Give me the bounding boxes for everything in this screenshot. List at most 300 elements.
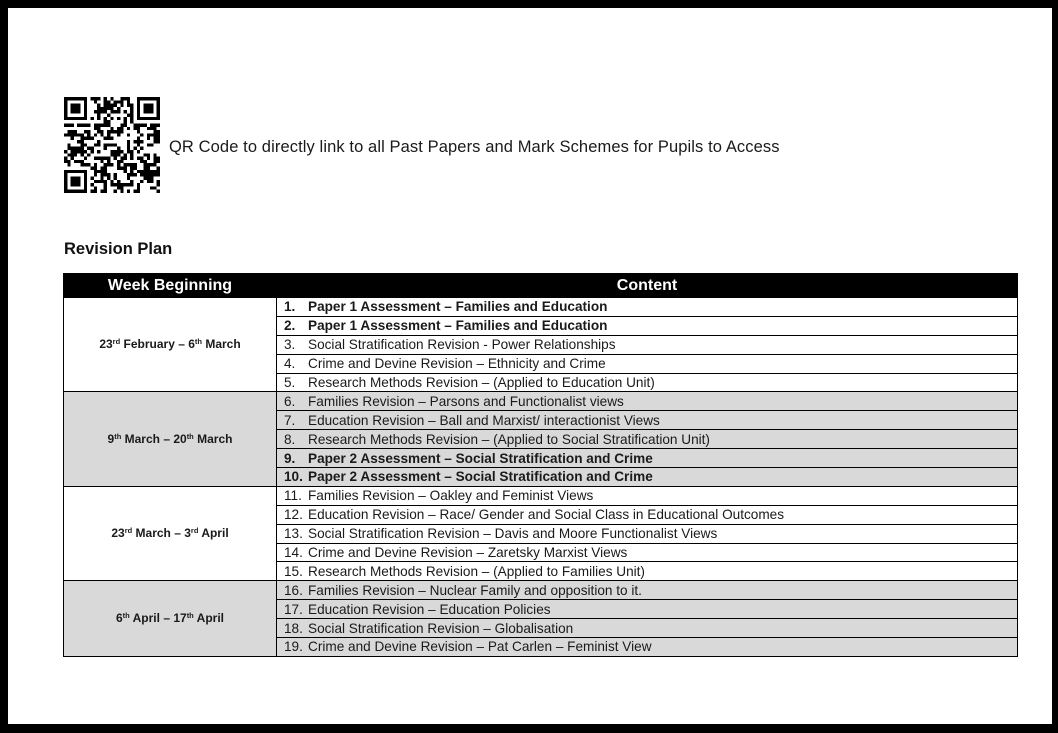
qr-module (84, 114, 87, 117)
qr-module (150, 97, 153, 100)
qr-module (127, 183, 130, 186)
qr-module (71, 183, 74, 186)
qr-module (71, 133, 74, 136)
header-content: Content (277, 274, 1018, 298)
table-row (64, 486, 1018, 505)
qr-module (157, 137, 160, 140)
qr-module (147, 163, 150, 166)
item-number: 16. (284, 582, 303, 598)
qr-module (124, 123, 127, 126)
qr-module (94, 170, 97, 173)
week-end-day: 3 (184, 526, 191, 541)
qr-module (127, 104, 130, 107)
qr-module (153, 97, 156, 100)
qr-module (97, 130, 100, 133)
qr-module (77, 180, 80, 183)
qr-module (114, 130, 117, 133)
qr-module (114, 183, 117, 186)
qr-module (64, 186, 67, 189)
week-end-month: April (201, 526, 229, 541)
qr-module (130, 173, 133, 176)
item-text: Paper 2 Assessment – Social Stratification and Crime (308, 450, 653, 466)
item-text: Social Stratification Revision - Power Relationships (308, 337, 616, 353)
qr-module (84, 190, 87, 193)
qr-module (64, 133, 67, 136)
qr-module (81, 123, 84, 126)
qr-module (104, 143, 107, 146)
qr-module (150, 104, 153, 107)
qr-module (137, 123, 140, 126)
qr-module (157, 173, 160, 176)
qr-module (104, 173, 107, 176)
content-cell (277, 411, 1018, 430)
qr-module (117, 183, 120, 186)
week-beginning-cell (64, 298, 277, 392)
qr-module (81, 170, 84, 173)
qr-module (127, 133, 130, 136)
week-end-day: 20 (173, 431, 187, 446)
qr-module (127, 150, 130, 153)
qr-module (147, 133, 150, 136)
qr-module (71, 153, 74, 156)
qr-module (120, 100, 123, 103)
week-end-suffix: th (186, 431, 194, 441)
qr-code-icon[interactable] (64, 97, 160, 193)
qr-module (107, 123, 110, 126)
qr-module (104, 163, 107, 166)
qr-module (77, 183, 80, 186)
week-end-suffix: th (194, 337, 202, 347)
content-cell (277, 449, 1018, 468)
qr-module (124, 183, 127, 186)
qr-module (74, 183, 77, 186)
qr-module (100, 176, 103, 179)
week-start-day: 9 (107, 431, 115, 446)
qr-module (90, 137, 93, 140)
week-start-day: 23 (99, 337, 113, 352)
qr-module (147, 104, 150, 107)
qr-module (64, 176, 67, 179)
qr-module (77, 160, 80, 163)
qr-module (140, 170, 143, 173)
qr-module (87, 153, 90, 156)
qr-module (67, 130, 70, 133)
qr-module (74, 176, 77, 179)
qr-module (71, 107, 74, 110)
qr-module (150, 186, 153, 189)
qr-module (81, 143, 84, 146)
qr-module (140, 180, 143, 183)
week-beginning-cell (64, 392, 277, 486)
item-number: 3. (284, 337, 296, 353)
content-cell (277, 468, 1018, 487)
item-text: Research Methods Revision – (Applied to Education Unit) (308, 375, 655, 390)
week-end-suffix: th (186, 611, 194, 621)
qr-module (153, 157, 156, 160)
qr-module (71, 170, 74, 173)
qr-module (117, 163, 120, 166)
content-cell (277, 316, 1018, 335)
separator: – (174, 337, 189, 352)
qr-module (143, 107, 146, 110)
qr-module (130, 107, 133, 110)
qr-module (77, 117, 80, 120)
qr-module (110, 104, 113, 107)
week-start-day: 23 (111, 526, 125, 541)
qr-module (137, 170, 140, 173)
qr-module (67, 170, 70, 173)
qr-module (127, 190, 130, 193)
qr-block (64, 97, 780, 193)
qr-module (81, 117, 84, 120)
content-cell (277, 524, 1018, 543)
qr-module (150, 123, 153, 126)
qr-module (97, 104, 100, 107)
item-number: 10. (284, 469, 303, 485)
qr-module (140, 133, 143, 136)
qr-module (94, 157, 97, 160)
qr-module (134, 127, 137, 130)
item-number: 8. (284, 431, 296, 447)
qr-module (110, 117, 113, 120)
qr-module (110, 153, 113, 156)
qr-module (90, 190, 93, 193)
item-number: 17. (284, 601, 303, 617)
qr-module (84, 143, 87, 146)
item-text: Families Revision – Oakley and Feminist Views (308, 488, 594, 504)
table-header-row (64, 274, 1018, 298)
qr-module (114, 100, 117, 103)
separator: – (159, 431, 174, 446)
qr-module (84, 117, 87, 120)
content-cell (277, 373, 1018, 392)
qr-module (87, 133, 90, 136)
item-number: 2. (284, 318, 296, 334)
qr-module (84, 104, 87, 107)
qr-module (157, 97, 160, 100)
qr-module (104, 104, 107, 107)
qr-module (134, 123, 137, 126)
qr-module (81, 137, 84, 140)
qr-module (157, 140, 160, 143)
qr-module (107, 176, 110, 179)
qr-module (150, 163, 153, 166)
item-number: 11. (284, 488, 302, 504)
qr-module (140, 173, 143, 176)
qr-module (157, 107, 160, 110)
qr-module (124, 117, 127, 120)
week-end-day: 17 (173, 611, 187, 626)
qr-module (74, 117, 77, 120)
qr-module (117, 150, 120, 153)
qr-module (100, 110, 103, 113)
qr-module (107, 107, 110, 110)
qr-module (157, 133, 160, 136)
item-text: Research Methods Revision – (Applied to Families Unit) (308, 563, 645, 579)
qr-module (64, 97, 67, 100)
qr-module (140, 157, 143, 160)
qr-module (71, 157, 74, 160)
qr-module (130, 153, 133, 156)
qr-module (143, 123, 146, 126)
qr-module (74, 190, 77, 193)
qr-module (114, 104, 117, 107)
qr-module (153, 127, 156, 130)
week-end-day: 6 (188, 337, 195, 352)
qr-module (67, 190, 70, 193)
separator: – (170, 526, 185, 541)
qr-module (120, 130, 123, 133)
qr-module (84, 183, 87, 186)
qr-module (127, 163, 130, 166)
qr-module (67, 117, 70, 120)
qr-module (130, 104, 133, 107)
week-start-month: March (135, 526, 171, 541)
content-cell (277, 430, 1018, 449)
qr-module (100, 157, 103, 160)
qr-module (120, 160, 123, 163)
qr-module (107, 130, 110, 133)
qr-module (157, 160, 160, 163)
qr-module (147, 167, 150, 170)
qr-module (104, 100, 107, 103)
qr-module (64, 123, 67, 126)
qr-module (90, 147, 93, 150)
qr-module (127, 100, 130, 103)
qr-module (104, 170, 107, 173)
item-text: Education Revision – Ball and Marxist/ interactionist Views (308, 412, 660, 428)
section-title: Revision Plan (64, 240, 173, 258)
qr-module (120, 157, 123, 160)
item-text: Education Revision – Race/ Gender and Social Class in Educational Outcomes (308, 507, 785, 523)
qr-module (74, 107, 77, 110)
qr-module (84, 170, 87, 173)
qr-module (74, 130, 77, 133)
content-cell (277, 619, 1018, 638)
qr-module (84, 123, 87, 126)
qr-module (120, 127, 123, 130)
qr-module (117, 167, 120, 170)
qr-module (71, 104, 74, 107)
qr-module (94, 127, 97, 130)
qr-module (104, 186, 107, 189)
qr-module (130, 163, 133, 166)
qr-module (84, 150, 87, 153)
qr-module (147, 157, 150, 160)
qr-module (150, 107, 153, 110)
qr-module (157, 110, 160, 113)
qr-module (84, 110, 87, 113)
qr-module (97, 117, 100, 120)
qr-module (137, 157, 140, 160)
week-beginning-cell (64, 581, 277, 657)
qr-module (134, 147, 137, 150)
qr-module (90, 176, 93, 179)
qr-module (84, 100, 87, 103)
qr-module (97, 143, 100, 146)
qr-module (147, 153, 150, 156)
item-number: 9. (284, 450, 296, 466)
qr-module (137, 114, 140, 117)
qr-module (107, 163, 110, 166)
qr-module (117, 100, 120, 103)
week-start-month: March (124, 431, 160, 446)
qr-module (77, 107, 80, 110)
qr-module (81, 160, 84, 163)
qr-module (90, 167, 93, 170)
qr-module (67, 143, 70, 146)
item-text: Education Revision – Education Policies (308, 601, 551, 617)
qr-module (107, 104, 110, 107)
item-number: 5. (284, 375, 296, 390)
qr-module (127, 173, 130, 176)
content-cell (277, 298, 1018, 317)
qr-module (67, 160, 70, 163)
qr-module (117, 127, 120, 130)
qr-module (94, 97, 97, 100)
qr-module (134, 190, 137, 193)
qr-module (153, 186, 156, 189)
qr-module (100, 130, 103, 133)
item-number: 12. (284, 507, 303, 523)
qr-module (137, 117, 140, 120)
qr-module (137, 100, 140, 103)
qr-module (100, 160, 103, 163)
qr-module (143, 153, 146, 156)
qr-module (143, 110, 146, 113)
qr-module (97, 110, 100, 113)
qr-module (104, 107, 107, 110)
qr-module (124, 110, 127, 113)
qr-module (153, 130, 156, 133)
qr-module (157, 104, 160, 107)
qr-module (97, 127, 100, 130)
qr-module (140, 117, 143, 120)
qr-module (77, 190, 80, 193)
qr-module (94, 190, 97, 193)
qr-module (130, 180, 133, 183)
qr-module (150, 117, 153, 120)
qr-module (157, 190, 160, 193)
qr-module (67, 133, 70, 136)
qr-module (64, 183, 67, 186)
qr-module (74, 104, 77, 107)
qr-module (137, 97, 140, 100)
qr-module (64, 104, 67, 107)
week-start-suffix: rd (112, 337, 121, 347)
qr-module (87, 123, 90, 126)
qr-module (104, 180, 107, 183)
qr-module (137, 130, 140, 133)
qr-module (64, 190, 67, 193)
qr-module (81, 97, 84, 100)
qr-module (137, 104, 140, 107)
qr-module (120, 104, 123, 107)
qr-module (157, 180, 160, 183)
qr-module (107, 120, 110, 123)
qr-module (94, 133, 97, 136)
qr-module (114, 173, 117, 176)
qr-module (147, 180, 150, 183)
qr-module (84, 97, 87, 100)
qr-module (84, 176, 87, 179)
qr-module (157, 170, 160, 173)
qr-module (94, 167, 97, 170)
qr-module (150, 170, 153, 173)
qr-module (127, 140, 130, 143)
qr-module (74, 97, 77, 100)
qr-module (71, 123, 74, 126)
qr-module (147, 117, 150, 120)
week-beginning-cell (64, 486, 277, 580)
item-text: Families Revision – Nuclear Family and opposition to it. (308, 582, 642, 598)
week-start-suffix: rd (124, 526, 133, 536)
qr-module (117, 110, 120, 113)
qr-module (124, 120, 127, 123)
qr-module (84, 186, 87, 189)
qr-module (90, 117, 93, 120)
qr-module (104, 117, 107, 120)
qr-module (100, 180, 103, 183)
qr-module (104, 147, 107, 150)
qr-module (94, 186, 97, 189)
qr-module (143, 170, 146, 173)
qr-module (64, 150, 67, 153)
qr-module (77, 170, 80, 173)
qr-module (100, 123, 103, 126)
qr-module (87, 130, 90, 133)
qr-module (127, 114, 130, 117)
content-cell (277, 486, 1018, 505)
qr-module (74, 150, 77, 153)
qr-module (153, 123, 156, 126)
content-cell (277, 354, 1018, 373)
qr-module (87, 147, 90, 150)
week-end-suffix: rd (190, 526, 199, 536)
qr-module (90, 150, 93, 153)
qr-module (100, 107, 103, 110)
item-text: Paper 2 Assessment – Social Stratification and Crime (308, 469, 653, 485)
qr-module (71, 190, 74, 193)
qr-module (137, 183, 140, 186)
qr-module (117, 107, 120, 110)
item-text: Crime and Devine Revision – Pat Carlen – Feminist View (308, 639, 652, 655)
header-week-beginning: Week Beginning (64, 274, 277, 298)
table-row (64, 298, 1018, 317)
qr-module (100, 133, 103, 136)
qr-module (153, 153, 156, 156)
item-number: 4. (284, 356, 296, 372)
qr-module (94, 110, 97, 113)
qr-module (64, 114, 67, 117)
item-number: 18. (284, 620, 303, 636)
qr-module (71, 137, 74, 140)
qr-module (147, 97, 150, 100)
qr-module (97, 97, 100, 100)
qr-module (107, 143, 110, 146)
qr-module (130, 120, 133, 123)
qr-module (67, 123, 70, 126)
qr-module (147, 143, 150, 146)
content-cell (277, 335, 1018, 354)
qr-module (130, 117, 133, 120)
qr-module (153, 163, 156, 166)
qr-module (157, 167, 160, 170)
qr-module (97, 150, 100, 153)
qr-module (107, 133, 110, 136)
qr-module (97, 107, 100, 110)
qr-module (150, 133, 153, 136)
